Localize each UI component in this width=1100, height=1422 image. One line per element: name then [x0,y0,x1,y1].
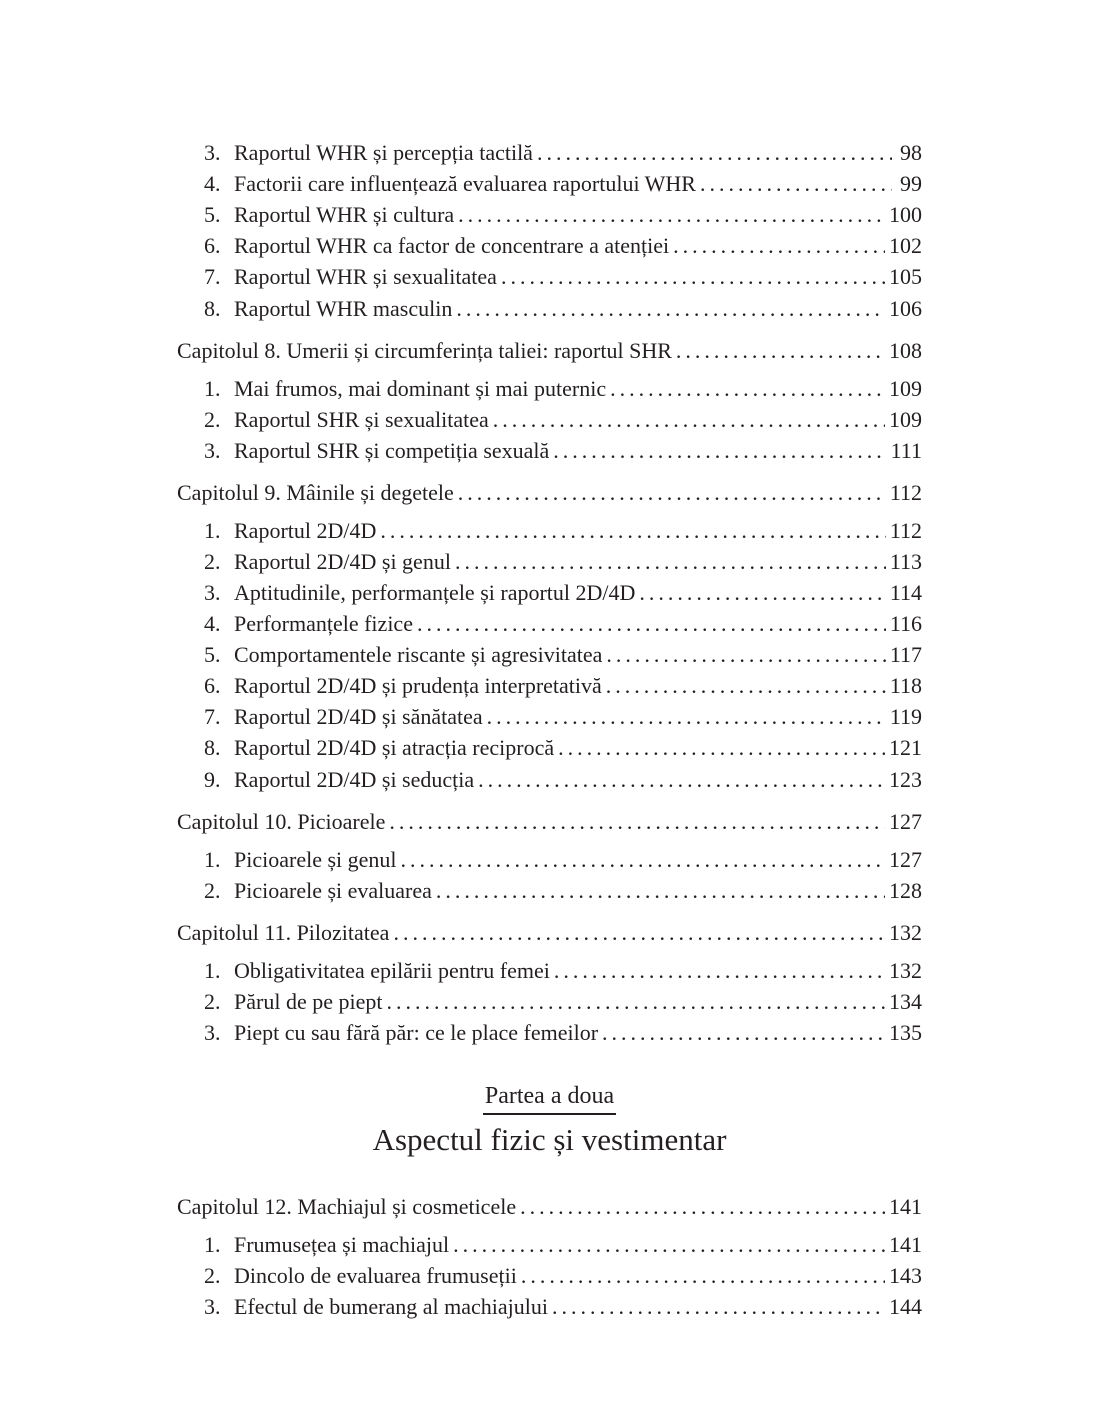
entry-title: Capitolul 11. Pilozitatea [177,920,390,945]
toc-chapter-entry[interactable] [177,477,922,508]
entry-title: Raportul 2D/4D și genul [234,549,451,574]
entry-title: Raportul 2D/4D și sănătatea [234,704,483,729]
toc-section-entry[interactable] [204,955,922,986]
toc-section-entry[interactable] [204,230,922,261]
entry-title: Raportul WHR și sexualitatea [234,264,497,289]
page-number: 143 [889,1263,922,1288]
dot-leader [501,261,885,292]
dot-leader [401,844,885,875]
entry-title: Raportul 2D/4D și atracția reciprocă [234,735,555,760]
toc-section-entry[interactable] [204,261,922,292]
entry-title: Raportul SHR și competiția sexuală [234,438,550,463]
toc-section-entry[interactable] [204,137,922,168]
toc-section-entry[interactable] [204,293,922,324]
page-number: 99 [900,171,922,196]
dot-leader [386,986,885,1017]
toc-section-entry[interactable] [204,435,922,466]
section-number: 1. [204,847,221,872]
page-number: 116 [889,611,922,636]
dot-leader [456,293,885,324]
section-number: 6. [204,673,221,698]
dot-leader [436,875,885,906]
page-number: 112 [889,480,922,505]
entry-title: Capitolul 8. Umerii și circumferința taliei: raportul SHR [177,338,672,363]
entry-title: Obligativitatea epilării pentru femei [234,958,550,983]
section-number: 5. [204,202,221,227]
page-number: 127 [889,809,922,834]
toc-section-entry[interactable] [204,844,922,875]
section-number: 2. [204,878,221,903]
section-number: 2. [204,1263,221,1288]
page-number: 134 [889,989,922,1014]
page-number: 113 [889,549,922,574]
section-number: 2. [204,989,221,1014]
dot-leader [458,477,886,508]
dot-leader [554,955,885,986]
page-number: 132 [889,920,922,945]
toc-section-entry[interactable] [204,670,922,701]
page-number: 106 [889,296,922,321]
part-title: Aspectul fizic și vestimentar [372,1122,727,1157]
entry-title: Dincolo de evaluarea frumuseții [234,1263,517,1288]
entry-title: Piept cu sau fără păr: ce le place femeilor [234,1020,599,1045]
toc-section-entry[interactable] [204,875,922,906]
page-number: 123 [889,767,922,792]
toc-section-entry[interactable] [204,168,922,199]
toc-section-entry[interactable] [204,701,922,732]
section-number: 1. [204,518,221,543]
toc-chapter-entry[interactable] [177,335,922,366]
dot-leader [553,435,886,466]
toc-section-entry[interactable] [204,199,922,230]
dot-leader [610,373,885,404]
toc-section-entry[interactable] [204,732,922,763]
entry-title: Frumusețea și machiajul [234,1232,450,1257]
entry-title: Părul de pe piept [234,989,383,1014]
dot-leader [455,546,886,577]
page-number: 109 [889,407,922,432]
entry-title: Factorii care influențează evaluarea raportului WHR [234,171,696,196]
section-number: 2. [204,549,221,574]
toc-section-entry[interactable] [204,515,922,546]
section-number: 3. [204,1020,221,1045]
toc-chapter-entry[interactable] [177,806,922,837]
entry-title: Raportul 2D/4D și prudența interpretativă [234,673,602,698]
section-number: 1. [204,958,221,983]
part-label [177,1080,922,1115]
page-number: 102 [889,233,922,258]
entry-title: Aptitudinile, performanțele și raportul 2D/4D [234,580,636,605]
entry-title: Comportamentele riscante și agresivitatea [234,642,603,667]
entry-title: Picioarele și genul [234,847,397,872]
page-number: 141 [889,1232,922,1257]
dot-leader [478,764,885,795]
entry-title: Raportul SHR și sexualitatea [234,407,489,432]
dot-leader [639,577,885,608]
dot-leader [537,137,892,168]
dot-leader [520,1191,885,1222]
entry-title: Raportul 2D/4D [234,518,377,543]
page-number: 141 [889,1194,922,1219]
toc-section-entry[interactable] [204,1291,922,1322]
page-number: 118 [889,673,922,698]
dot-leader [558,732,885,763]
entry-title: Raportul WHR și percepția tactilă [234,140,533,165]
section-number: 4. [204,611,221,636]
page-number: 127 [889,847,922,872]
entry-title: Raportul WHR ca factor de concentrare a atenției [234,233,670,258]
dot-leader [602,1017,885,1048]
page-number: 109 [889,376,922,401]
dot-leader [700,168,892,199]
section-number: 8. [204,296,221,321]
toc-section-entry[interactable] [204,577,922,608]
page-number: 135 [889,1020,922,1045]
section-number: 3. [204,1294,221,1319]
page-number: 105 [889,264,922,289]
page-number: 121 [889,735,922,760]
section-number: 6. [204,233,221,258]
toc-section-entry[interactable] [204,764,922,795]
entry-title: Raportul WHR și cultura [234,202,455,227]
dot-leader [417,608,886,639]
toc-section-entry[interactable] [204,986,922,1017]
entry-title: Picioarele și evaluarea [234,878,432,903]
page-number: 108 [889,338,922,363]
section-number: 3. [204,140,221,165]
dot-leader [389,806,885,837]
toc-section-entry[interactable] [204,373,922,404]
page-number: 114 [889,580,922,605]
page-number: 112 [889,518,922,543]
entry-title: Capitolul 9. Mâinile și degetele [177,480,454,505]
toc-section-entry[interactable] [204,1017,922,1048]
toc-chapter-entry[interactable] [177,1191,922,1222]
dot-leader [552,1291,885,1322]
entry-title: Capitolul 12. Machiajul și cosmeticele [177,1194,517,1219]
toc-section-entry[interactable] [204,1229,922,1260]
page-number: 132 [889,958,922,983]
section-number: 7. [204,704,221,729]
page-number: 98 [900,140,922,165]
page-number: 111 [890,438,922,463]
section-number: 5. [204,642,221,667]
entry-title: Capitolul 10. Picioarele [177,809,386,834]
entry-title: Raportul 2D/4D și seducția [234,767,475,792]
dot-leader [521,1260,885,1291]
page-number: 100 [889,202,922,227]
toc-section-entry[interactable] [204,404,922,435]
dot-leader [676,335,885,366]
toc-section-entry[interactable] [204,1260,922,1291]
entry-title: Performanțele fizice [234,611,413,636]
entry-title: Raportul WHR masculin [234,296,453,321]
dot-leader [606,670,886,701]
dot-leader [458,199,885,230]
entry-title: Efectul de bumerang al machiajului [234,1294,548,1319]
section-number: 8. [204,735,221,760]
entry-title: Mai frumos, mai dominant și mai puternic [234,376,607,401]
section-number: 3. [204,580,221,605]
dot-leader [393,917,885,948]
dot-leader [487,701,886,732]
section-number: 7. [204,264,221,289]
dot-leader [606,639,885,670]
section-number: 1. [204,1232,221,1257]
part-label-text: Partea a doua [483,1080,616,1115]
toc-section-entry[interactable] [204,608,922,639]
page-number: 119 [889,704,922,729]
page-number: 144 [889,1294,922,1319]
dot-leader [673,230,885,261]
section-number: 1. [204,376,221,401]
dot-leader [380,515,885,546]
toc-section-entry[interactable] [204,546,922,577]
dot-leader [493,404,885,435]
section-number: 9. [204,767,221,792]
section-number: 2. [204,407,221,432]
toc-section-entry[interactable] [204,639,922,670]
page-number: 128 [889,878,922,903]
page-number: 117 [889,642,922,667]
dot-leader [453,1229,885,1260]
toc-chapter-entry[interactable] [177,917,922,948]
section-number: 4. [204,171,221,196]
section-number: 3. [204,438,221,463]
